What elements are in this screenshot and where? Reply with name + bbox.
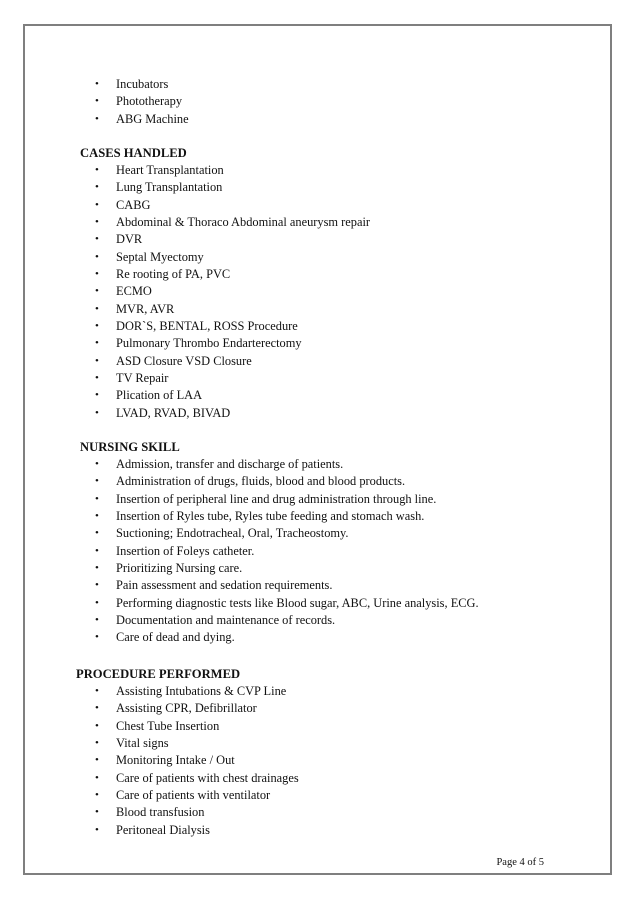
list-item-text: Documentation and maintenance of records. — [116, 613, 336, 628]
bullet-icon: • — [95, 754, 99, 767]
list-item-text: Prioritizing Nursing care. — [116, 561, 243, 576]
bullet-icon: • — [95, 527, 99, 540]
list-item-text: Performing diagnostic tests like Blood sugar, ABC, Urine analysis, ECG. — [116, 595, 479, 610]
procedure-performed-heading: PROCEDURE PERFORMED — [76, 667, 241, 681]
list-item-text: Re rooting of PA, PVC — [116, 267, 231, 282]
list-item-text: Admission, transfer and discharge of patients. — [116, 457, 344, 471]
bullet-icon: • — [95, 285, 99, 298]
list-item-text: Care of patients with ventilator — [116, 788, 271, 803]
bullet-icon: • — [95, 95, 99, 108]
list-item-text: DVR — [116, 232, 143, 247]
bullet-icon: • — [95, 198, 99, 211]
bullet-icon: • — [95, 216, 99, 229]
bullet-icon: • — [95, 372, 99, 385]
bullet-icon: • — [95, 719, 99, 732]
list-item-text: Monitoring Intake / Out — [116, 753, 235, 768]
page-number: Page 4 of 5 — [496, 857, 544, 868]
bullet-icon: • — [95, 789, 99, 802]
bullet-icon: • — [95, 389, 99, 402]
list-item-text: Chest Tube Insertion — [116, 718, 220, 733]
bullet-icon: • — [95, 771, 99, 784]
bullet-icon: • — [95, 112, 99, 125]
list-item-text: LVAD, RVAD, BIVAD — [116, 405, 231, 420]
list-item-text: Peritoneal Dialysis — [116, 822, 210, 837]
bullet-icon: • — [95, 78, 99, 90]
nursing-skill-heading: NURSING SKILL — [80, 440, 180, 454]
list-item-text: Lung Transplantation — [116, 180, 223, 195]
list-item-text: Assisting CPR, Defibrillator — [116, 701, 257, 716]
list-item-text: Pain assessment and sedation requirements. — [116, 578, 333, 593]
list-item-text: Plication of LAA — [116, 388, 203, 403]
list-item-text: Care of patients with chest drainages — [116, 770, 299, 785]
bullet-icon: • — [95, 823, 99, 836]
list-item-text: Insertion of Ryles tube, Ryles tube feeding and stomach wash. — [116, 509, 425, 524]
bullet-icon: • — [95, 181, 99, 194]
bullet-icon: • — [95, 302, 99, 315]
cases-handled-heading: CASES HANDLED — [80, 146, 187, 160]
bullet-icon: • — [95, 458, 99, 470]
bullet-icon: • — [95, 354, 99, 367]
list-item-text: Administration of drugs, fluids, blood and blood products. — [116, 474, 406, 489]
list-item-text: CABG — [116, 197, 151, 212]
list-item-text: Incubators — [116, 77, 169, 91]
list-item-text: Assisting Intubations & CVP Line — [116, 684, 287, 698]
list-item-text: Insertion of Foleys catheter. — [116, 543, 255, 558]
list-item-text: Vital signs — [116, 736, 169, 751]
bullet-icon: • — [95, 562, 99, 575]
bullet-icon: • — [95, 510, 99, 523]
list-item-text: Suctioning; Endotracheal, Oral, Tracheostomy. — [116, 526, 349, 541]
list-item-text: Abdominal & Thoraco Abdominal aneurysm repair — [116, 215, 371, 230]
list-item-text: Care of dead and dying. — [116, 630, 235, 645]
list-item-text: Blood transfusion — [116, 805, 205, 820]
bullet-icon: • — [95, 250, 99, 263]
list-item-text: MVR, AVR — [116, 301, 175, 316]
bullet-icon: • — [95, 337, 99, 350]
list-item-text: Septal Myectomy — [116, 249, 204, 264]
bullet-icon: • — [95, 737, 99, 750]
bullet-icon: • — [95, 596, 99, 609]
bullet-icon: • — [95, 806, 99, 819]
list-item-text: DOR`S, BENTAL, ROSS Procedure — [116, 319, 298, 334]
bullet-icon: • — [95, 492, 99, 505]
bullet-icon: • — [95, 702, 99, 715]
list-item-text: Heart Transplantation — [116, 163, 224, 177]
bullet-icon: • — [95, 475, 99, 488]
list-item-text: TV Repair — [116, 371, 169, 386]
bullet-icon: • — [95, 614, 99, 627]
list-item-text: ECMO — [116, 284, 152, 299]
bullet-icon: • — [95, 320, 99, 333]
bullet-icon: • — [95, 268, 99, 281]
bullet-icon: • — [95, 544, 99, 557]
bullet-icon: • — [95, 406, 99, 419]
list-item-text: ASD Closure VSD Closure — [116, 353, 252, 368]
bullet-icon: • — [95, 631, 99, 644]
bullet-icon: • — [95, 579, 99, 592]
list-item-text: Pulmonary Thrombo Endarterectomy — [116, 336, 302, 351]
bullet-icon: • — [95, 233, 99, 246]
list-item-text: ABG Machine — [116, 111, 189, 126]
bullet-icon: • — [95, 164, 99, 176]
list-item-text: Phototherapy — [116, 94, 183, 109]
list-item-text: Insertion of peripheral line and drug administration through line. — [116, 491, 437, 506]
bullet-icon: • — [95, 685, 99, 697]
